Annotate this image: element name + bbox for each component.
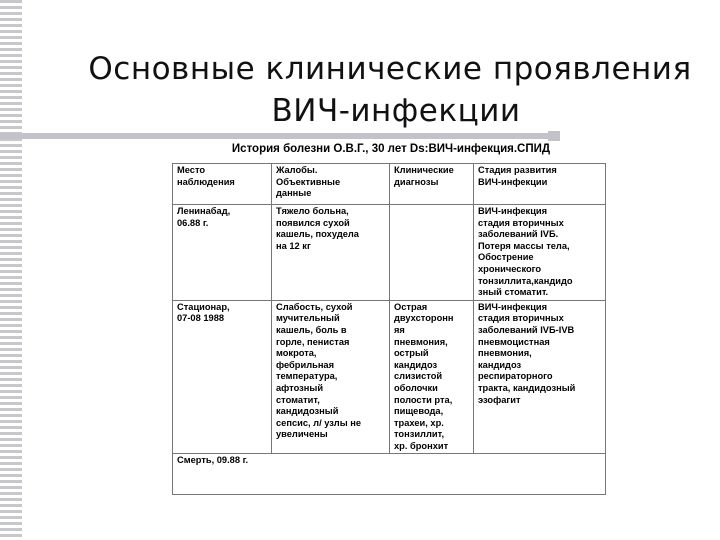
- table-cell: Слабость, сухой мучительный кашель, боль в горле, пенистая мокрота, фебрильная температура, афтозный стоматит, кандидозный сепсис, л/ узлы не увеличены: [272, 300, 390, 454]
- title-divider-end: [548, 131, 560, 141]
- table-cell: Ленинабад, 06.88 г.: [173, 205, 272, 301]
- table-row: [173, 205, 606, 301]
- header-cell-diagnoses: Клинические диагнозы: [390, 164, 474, 205]
- case-history-table: [172, 163, 606, 495]
- title-divider: [0, 133, 548, 139]
- table-caption: История болезни О.В.Г., 30 лет Ds:ВИЧ-инфекция.СПИД: [231, 143, 551, 155]
- header-cell-stage: Стадия развития ВИЧ-инфекции: [474, 164, 606, 205]
- death-note-cell: Смерть, 09.88 г.: [173, 454, 606, 495]
- table-header-row: [173, 164, 606, 205]
- table-row-death: [173, 454, 606, 495]
- slide-title-line-1: Основные клинические проявления: [88, 51, 692, 87]
- table-cell: ВИЧ-инфекция стадия вторичных заболеваний IVБ. Потеря массы тела, Обострение хронического тонзиллита,кандидо зный стоматит.: [474, 205, 606, 301]
- table-cell: ВИЧ-инфекция стадия вторичных заболеваний IVБ-IVВ пневмоцистная пневмония, кандидоз респираторного тракта, кандидозный эзофагит: [474, 300, 606, 454]
- table-cell: Тяжело больна, появился сухой кашель, похудела на 12 кг: [272, 205, 390, 301]
- header-cell-place: Место наблюдения: [173, 164, 272, 205]
- slide-title-line-2: ВИЧ-инфекции: [271, 93, 521, 129]
- table-row: [173, 300, 606, 454]
- slide-title: [60, 48, 720, 132]
- decorative-stripes: [0, 0, 22, 540]
- table-cell: Стационар, 07-08 1988: [173, 300, 272, 454]
- table-cell: Острая двухсторонн яя пневмония, острый кандидоз слизистой оболочки полости рта, пищевода, трахеи, хр. тонзиллит, хр. бронхит: [390, 300, 474, 454]
- header-cell-complaints: Жалобы. Объективные данные: [272, 164, 390, 205]
- table-cell: [390, 205, 474, 301]
